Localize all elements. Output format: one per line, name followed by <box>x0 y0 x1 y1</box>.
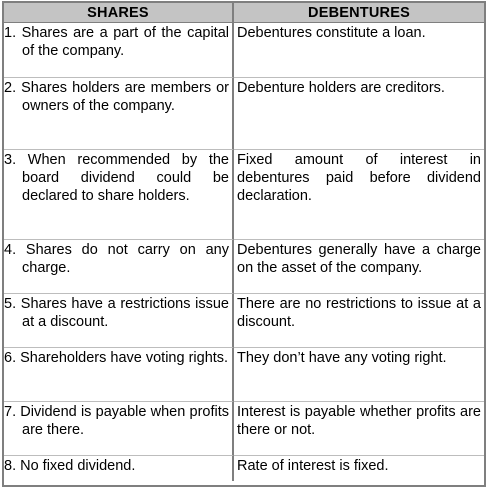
shares-cell: 1. Shares are a part of the capital of the company. <box>4 23 234 77</box>
shares-cell: 7. Dividend is payable when profits are there. <box>4 401 234 455</box>
table-row <box>4 293 484 347</box>
debentures-cell: Rate of interest is fixed. <box>234 455 484 481</box>
debentures-cell: Debenture holders are creditors. <box>234 77 484 149</box>
table-row <box>4 239 484 293</box>
table-row <box>4 23 484 77</box>
debentures-cell: Fixed amount of interest in debentures paid before dividend declaration. <box>234 149 484 239</box>
table-row <box>4 149 484 239</box>
header-row <box>4 3 484 23</box>
debentures-cell: There are no restrictions to issue at a discount. <box>234 293 484 347</box>
comparison-table-frame <box>2 1 486 487</box>
debentures-cell: Debentures generally have a charge on the asset of the company. <box>234 239 484 293</box>
shares-cell: 4. Shares do not carry on any charge. <box>4 239 234 293</box>
table-row <box>4 77 484 149</box>
table-row <box>4 347 484 401</box>
shares-cell: 2. Shares holders are members or owners of the company. <box>4 77 234 149</box>
debentures-cell: They don’t have any voting right. <box>234 347 484 401</box>
shares-cell: 3. When recommended by the board dividend could be declared to share holders. <box>4 149 234 239</box>
table-row <box>4 455 484 481</box>
shares-cell: 8. No fixed dividend. <box>4 455 234 481</box>
header-debentures: DEBENTURES <box>234 3 484 23</box>
header-shares: SHARES <box>4 3 234 23</box>
shares-cell: 6. Shareholders have voting rights. <box>4 347 234 401</box>
table-row <box>4 401 484 455</box>
debentures-cell: Interest is payable whether profits are there or not. <box>234 401 484 455</box>
debentures-cell: Debentures constitute a loan. <box>237 25 426 41</box>
shares-vs-debentures-table <box>4 3 484 481</box>
shares-cell: 5. Shares have a restrictions issue at a discount. <box>4 293 234 347</box>
